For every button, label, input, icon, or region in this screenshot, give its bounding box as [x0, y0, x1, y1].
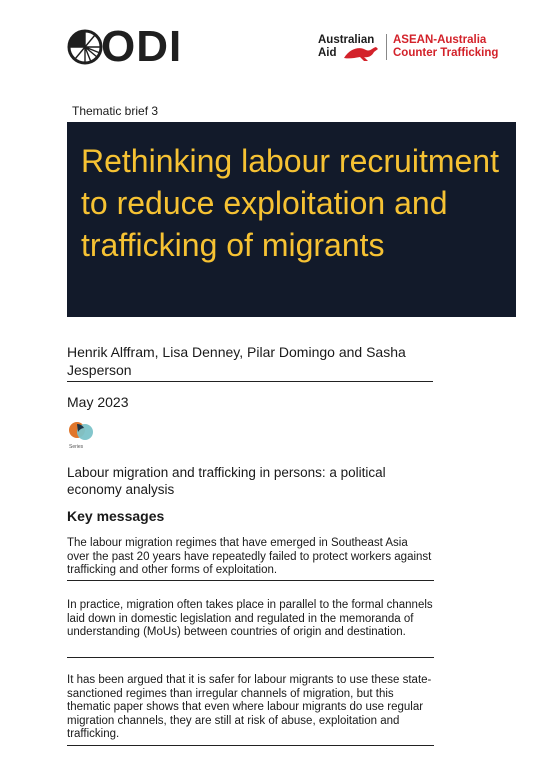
- logo-divider: [386, 34, 387, 60]
- publication-date: May 2023: [67, 394, 129, 410]
- key-message-divider-1: [67, 580, 434, 581]
- australian-aid-logo: [318, 34, 388, 68]
- odi-globe-icon: [67, 29, 103, 65]
- asean-logo-line1: ASEAN-Australia: [393, 34, 487, 46]
- key-messages-heading: Key messages: [67, 508, 165, 524]
- asean-logo-line2: Counter Trafficking: [393, 46, 499, 59]
- series-title: Labour migration and trafficking in persons: a political economy analysis: [67, 465, 386, 497]
- key-message-3: It has been argued that it is safer for labour migrants to use these state-sanctioned regimes than irregular channels of migration, but this thematic paper shows that even where labour migrants do use regular migration channels, they are still at risk of abuse, exploitation and trafficking.: [67, 674, 432, 740]
- series-icon-label: Series: [69, 444, 84, 450]
- title-block: [67, 122, 516, 317]
- odi-logo: [67, 22, 183, 71]
- key-message-2: In practice, migration often takes place in parallel to the formal channels laid down in domestic legislation and regulated in the memoranda of understanding (MoUs) between countries of origin and destination.: [67, 599, 433, 638]
- thematic-brief-label: Thematic brief 3: [72, 104, 159, 118]
- document-title: Rethinking labour recruitment to reduce exploitation and trafficking of migrants: [81, 143, 499, 263]
- authors-divider: [67, 381, 433, 382]
- asean-australia-logo: [393, 34, 498, 59]
- odi-logo-text: ODI: [101, 22, 183, 71]
- australian-aid-line1: Australian: [318, 34, 375, 46]
- key-message-divider-2: [67, 657, 434, 658]
- key-message-divider-3: [67, 745, 434, 746]
- kangaroo-icon: [342, 44, 382, 62]
- australian-aid-line2: Aid: [318, 47, 337, 59]
- authors: Henrik Alffram, Lisa Denney, Pilar Domingo and Sasha Jesperson: [67, 344, 406, 378]
- key-message-1: The labour migration regimes that have emerged in Southeast Asia over the past 20 years have repeatedly failed to protect workers against trafficking and other forms of exploitation.: [67, 537, 432, 576]
